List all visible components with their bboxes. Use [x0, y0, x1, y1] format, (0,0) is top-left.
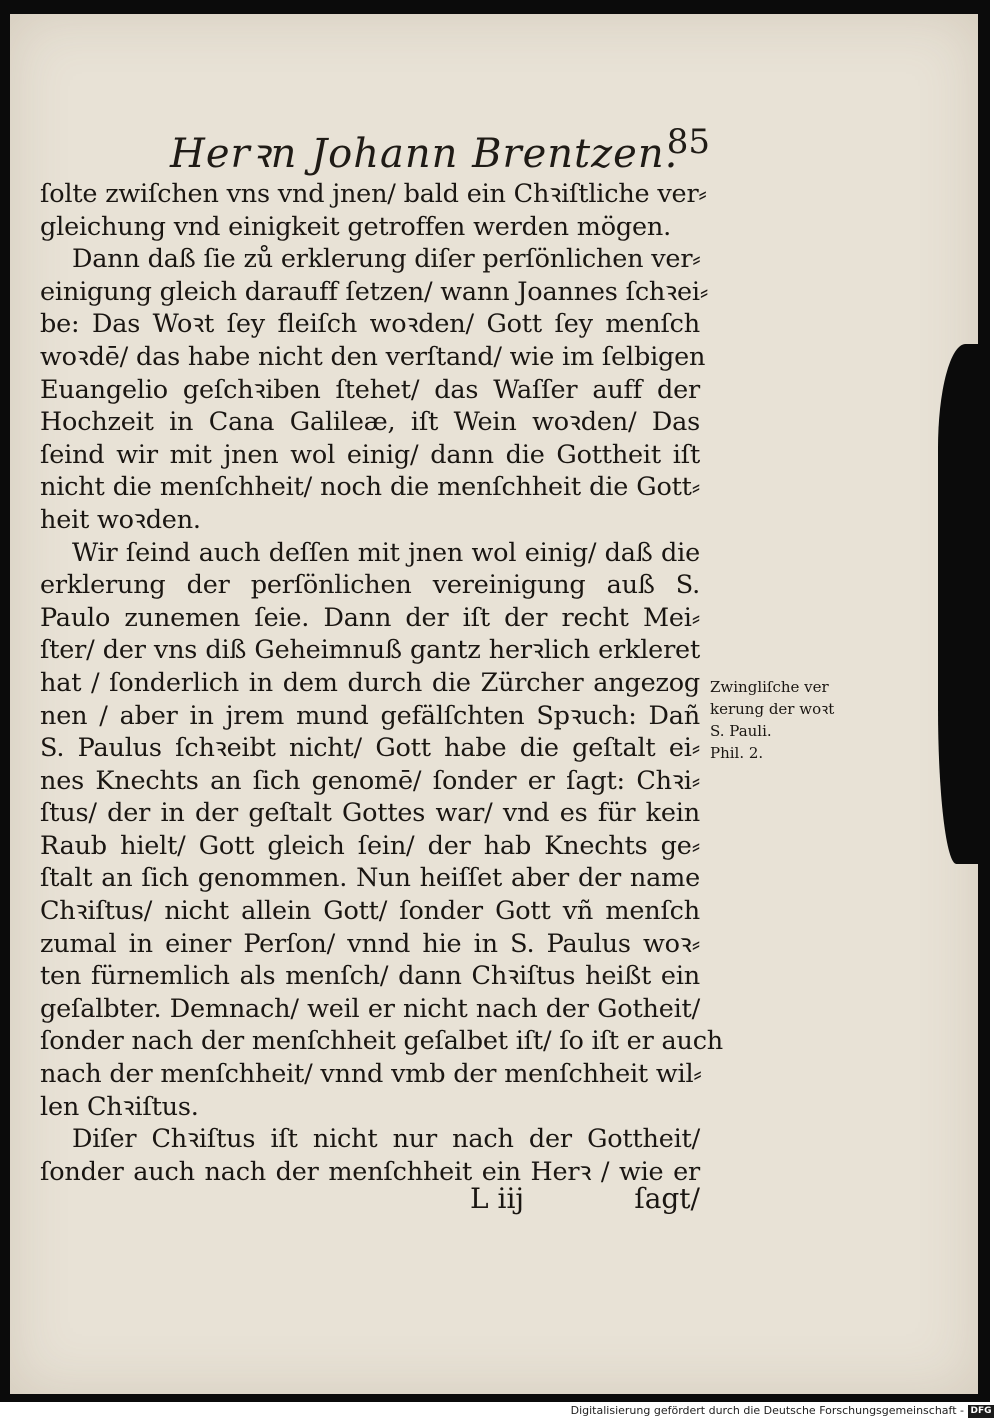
text-line: Euangelio geſchꝛiben ſtehet/ das Waſſer auff der — [40, 374, 700, 405]
text-line: ſtalt an ſich genommen. Nun heiſſet aber der name — [40, 863, 700, 894]
catchword: ſagt/ — [634, 1182, 700, 1215]
text-line: nes Knechts an ſich genomē/ ſonder er ſagt: Chꝛi⸗ — [40, 765, 700, 796]
text-line: erklerung der perſönlichen vereinigung auß S. — [40, 570, 700, 601]
text-line: geſalbter. Demnach/ weil er nicht nach der Gotheit/ — [40, 993, 700, 1024]
text-line: S. Paulus ſchꝛeibt nicht/ Gott habe die geſtalt ei⸗ — [40, 733, 700, 764]
text-line: nicht die menſchheit/ noch die menſchheit die Gott⸗ — [40, 472, 700, 503]
marginal-note-line: kerung der woꝛt — [710, 700, 835, 718]
text-line: einigung gleich darauff ſetzen/ wann Joannes ſchꝛei⸗ — [40, 276, 709, 307]
text-line: zumal in einer Perſon/ vnnd hie in S. Paulus woꝛ⸗ — [40, 928, 700, 959]
book-page — [10, 14, 978, 1394]
marginal-note-line: Phil. 2. — [710, 744, 764, 762]
page-number: 85 — [666, 122, 710, 162]
text-line: Paulo zunemen ſeie. Dann der iſt der recht Mei⸗ — [40, 602, 700, 633]
signature-mark: L iij — [470, 1182, 525, 1215]
dfg-logo: DFG — [968, 1405, 994, 1418]
text-line: ſeind wir mit jnen wol einig/ dann die Gottheit iſt — [40, 439, 700, 470]
text-line: woꝛdē/ das habe nicht den verſtand/ wie im ſelbigen — [40, 341, 706, 372]
text-line: ſonder nach der menſchheit geſalbet iſt/ ſo iſt er auch — [40, 1026, 724, 1057]
text-line: Dann daß ſie zů erklerung diſer perſönlichen ver⸗ — [72, 244, 701, 275]
footer-bar — [0, 1402, 1000, 1422]
text-line: Chꝛiſtus/ nicht allein Gott/ ſonder Gott vñ menſch — [40, 896, 700, 927]
text-line: nach der menſchheit/ vnnd vmb der menſchheit wil⸗ — [40, 1059, 702, 1090]
text-line: heit woꝛden. — [40, 504, 201, 535]
marginal-note — [710, 676, 890, 764]
text-line: Raub hielt/ Gott gleich ſein/ der hab Knechts ge⸗ — [40, 830, 700, 861]
marginal-note-line: S. Pauli. — [710, 722, 772, 740]
page-header — [170, 122, 710, 177]
text-line: ten fürnemlich als menſch/ dann Chꝛiſtus heißt ein — [40, 961, 700, 992]
text-line: ſtus/ der in der geſtalt Gottes war/ vnd es für kein — [40, 798, 700, 829]
text-line: ſonder auch nach der menſchheit ein Herꝛ / wie er — [40, 1156, 700, 1187]
marginal-note-line: Zwingliſche ver — [710, 678, 829, 696]
text-line: ſolte zwiſchen vns vnd jnen/ bald ein Chꝛiſtliche ver⸗ — [40, 179, 707, 209]
text-line: gleichung vnd einigkeit getroffen werden mögen. — [40, 211, 671, 242]
page-edge-damage — [938, 344, 978, 864]
text-line: be: Das Woꝛt ſey fleiſch woꝛden/ Gott ſey menſch — [40, 309, 700, 340]
text-line: len Chꝛiſtus. — [40, 1091, 199, 1122]
catchword-line — [470, 1182, 700, 1218]
text-line: Wir ſeind auch deſſen mit jnen wol einig/ daß die — [72, 537, 700, 568]
text-line: Diſer Chꝛiſtus iſt nicht nur nach der Gottheit/ — [72, 1124, 700, 1155]
text-line: nen / aber in jrem mund gefälſchten Spꝛuch: Dañ — [40, 700, 700, 731]
running-head: Herꝛn Johann Brentzen. — [170, 131, 679, 177]
body-text — [40, 178, 724, 1188]
text-line: hat / ſonderlich in dem durch die Zürcher angezog — [40, 667, 700, 698]
funding-credit: Digitalisierung gefördert durch die Deutsche Forschungsgemeinschaft - — [570, 1404, 964, 1417]
text-line: ſter/ der vns diß Geheimnuß gantz herꝛlich erkleret — [40, 635, 700, 666]
text-line: Hochzeit in Cana Galileæ, iſt Wein woꝛden/ Das — [40, 407, 700, 438]
